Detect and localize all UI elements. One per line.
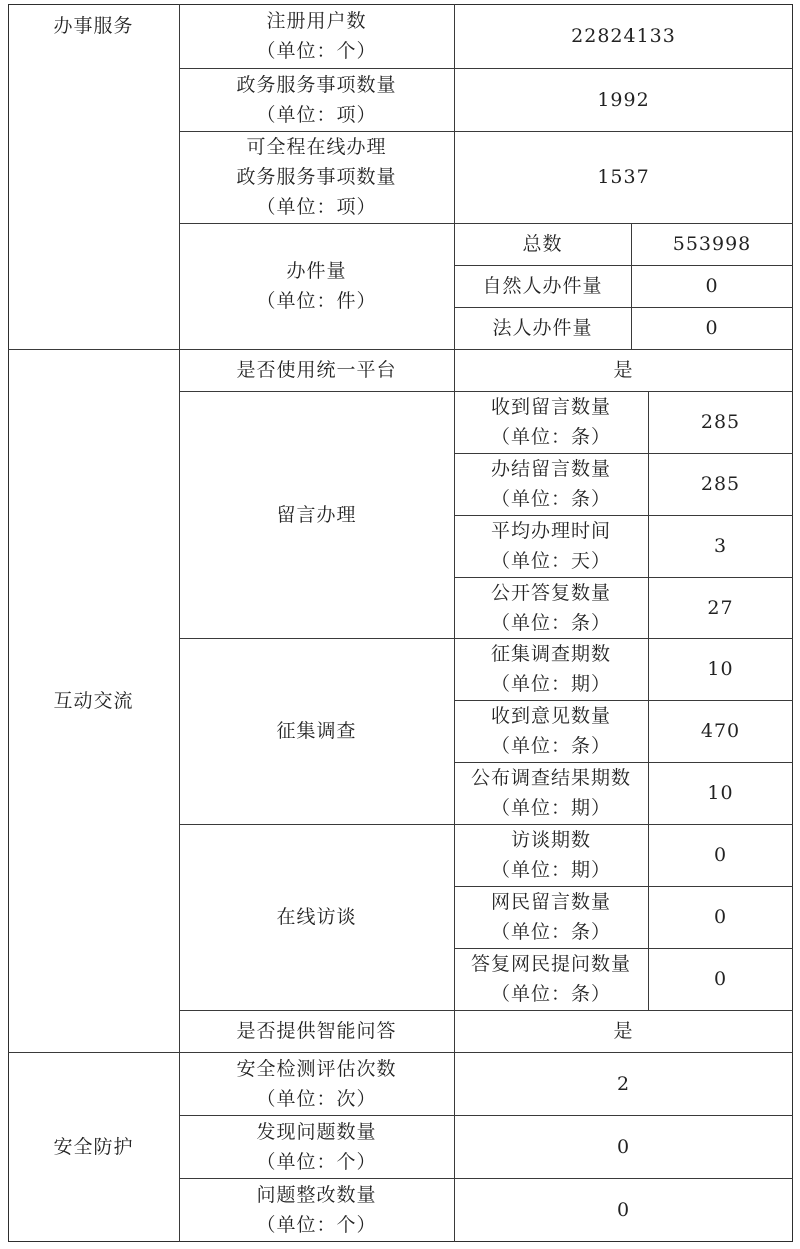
label-opinions-received: 收到意见数量 （单位：条） bbox=[490, 705, 611, 757]
value-legal-person-cases: 0 bbox=[705, 317, 719, 339]
grid-line bbox=[454, 700, 793, 701]
grid-line bbox=[454, 4, 455, 1242]
section-label-security: 安全防护 bbox=[53, 1136, 134, 1158]
label-issues-fixed: 问题整改数量 （单位：个） bbox=[256, 1184, 377, 1236]
value-opinions-received: 470 bbox=[700, 720, 741, 742]
label-natural-person-cases: 自然人办件量 bbox=[482, 275, 603, 297]
label-netizen-answers: 答复网民提问数量 （单位：条） bbox=[470, 953, 631, 1005]
grid-line bbox=[179, 638, 793, 639]
grid-line bbox=[8, 1052, 793, 1053]
value-messages-closed: 285 bbox=[700, 473, 741, 495]
label-legal-person-cases: 法人办件量 bbox=[492, 317, 593, 339]
label-issues-found: 发现问题数量 （单位：个） bbox=[256, 1120, 377, 1173]
grid-line bbox=[179, 1178, 793, 1179]
label-survey: 征集调查 bbox=[276, 720, 357, 742]
value-average-handling-time: 3 bbox=[713, 535, 728, 557]
value-gov-service-items: 1992 bbox=[597, 88, 650, 111]
grid-line bbox=[179, 1010, 793, 1011]
value-survey-periods: 10 bbox=[707, 658, 734, 680]
grid-line bbox=[454, 453, 793, 454]
label-messages-received: 收到留言数量 （单位：条） bbox=[490, 396, 611, 448]
label-unified-platform: 是否使用统一平台 bbox=[236, 359, 397, 381]
label-case-volume: 办件量 （单位：件） bbox=[256, 260, 377, 312]
section-label-service: 办事服务 bbox=[53, 15, 134, 37]
value-survey-results-published: 10 bbox=[707, 782, 734, 804]
value-issues-found: 0 bbox=[616, 1135, 631, 1158]
label-messages-closed: 办结留言数量 （单位：条） bbox=[490, 458, 611, 510]
grid-line bbox=[454, 307, 793, 308]
grid-line bbox=[179, 391, 793, 392]
label-survey-results-published: 公布调查结果期数 （单位：期） bbox=[470, 767, 631, 819]
grid-line bbox=[454, 762, 793, 763]
grid-line bbox=[8, 349, 793, 350]
grid-line bbox=[179, 1115, 793, 1116]
value-public-replies: 27 bbox=[707, 596, 734, 619]
value-issues-fixed: 0 bbox=[616, 1199, 631, 1221]
value-unified-platform: 是 bbox=[613, 359, 634, 381]
label-registered-users: 注册用户数 （单位：个） bbox=[256, 10, 377, 62]
grid-line bbox=[454, 886, 793, 887]
grid-line bbox=[454, 265, 793, 266]
label-gov-service-items: 政务服务事项数量 （单位：项） bbox=[236, 73, 397, 126]
section-label-interaction: 互动交流 bbox=[53, 689, 134, 712]
grid-line bbox=[179, 131, 793, 132]
value-interview-periods: 0 bbox=[713, 844, 728, 866]
value-security-checks: 2 bbox=[616, 1072, 631, 1095]
grid-line bbox=[179, 68, 793, 69]
value-smart-qa: 是 bbox=[613, 1020, 634, 1042]
grid-line bbox=[454, 948, 793, 949]
grid-line bbox=[454, 515, 793, 516]
grid-line bbox=[454, 577, 793, 578]
value-natural-person-cases: 0 bbox=[705, 275, 719, 297]
label-case-total: 总数 bbox=[522, 233, 563, 255]
label-online-items: 可全程在线办理 政务服务事项数量 （单位：项） bbox=[236, 136, 397, 218]
value-online-items: 1537 bbox=[597, 166, 650, 188]
grid-line bbox=[179, 4, 180, 1242]
label-survey-periods: 征集调查期数 （单位：期） bbox=[490, 643, 611, 695]
label-netizen-messages: 网民留言数量 （单位：条） bbox=[490, 891, 611, 943]
label-average-handling-time: 平均办理时间 （单位：天） bbox=[490, 520, 611, 572]
value-netizen-answers: 0 bbox=[713, 968, 728, 990]
label-message-handling: 留言办理 bbox=[276, 503, 357, 526]
label-public-replies: 公开答复数量 （单位：条） bbox=[490, 581, 611, 634]
grid-line bbox=[179, 824, 793, 825]
label-online-interview: 在线访谈 bbox=[276, 906, 357, 928]
label-interview-periods: 访谈期数 （单位：期） bbox=[490, 829, 611, 881]
value-case-total: 553998 bbox=[672, 233, 752, 255]
grid-line bbox=[179, 223, 793, 224]
value-messages-received: 285 bbox=[700, 411, 741, 433]
grid-line bbox=[631, 223, 632, 349]
label-security-checks: 安全检测评估次数 （单位：次） bbox=[236, 1057, 397, 1110]
value-registered-users: 22824133 bbox=[571, 25, 676, 47]
label-smart-qa: 是否提供智能问答 bbox=[236, 1020, 397, 1042]
value-netizen-messages: 0 bbox=[713, 906, 728, 928]
